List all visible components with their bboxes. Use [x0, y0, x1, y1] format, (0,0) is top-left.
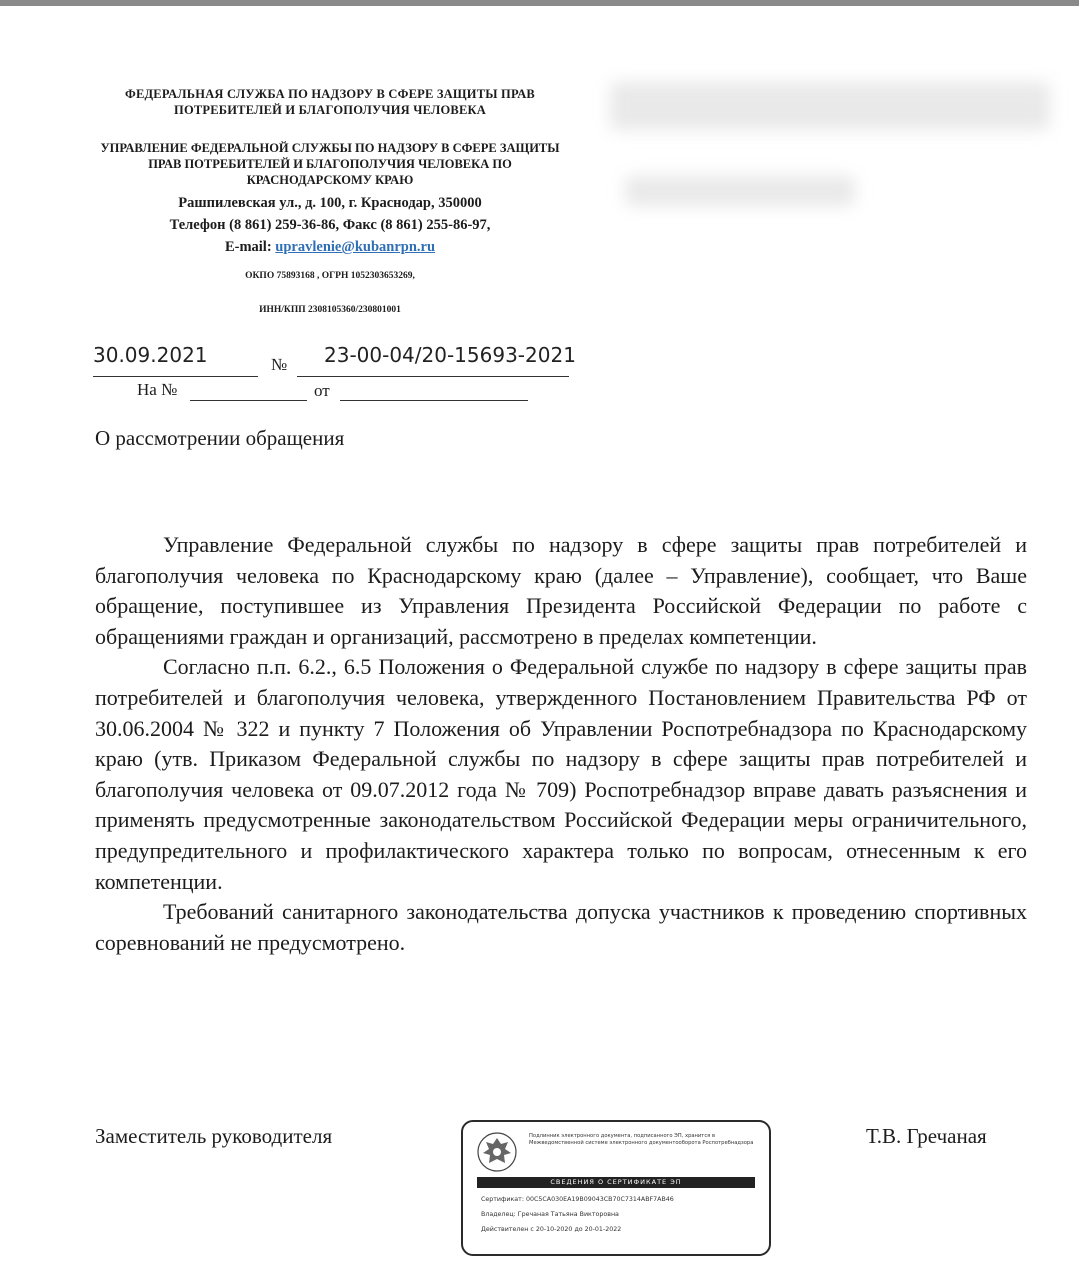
letter-body [95, 530, 1027, 958]
coat-of-arms-icon [475, 1130, 519, 1174]
address: Рашпилевская ул., д. 100, г. Краснодар, 350000 [178, 195, 482, 211]
body-paragraph: Согласно п.п. 6.2., 6.5 Положения о Федеральной службе по надзору в сфере защиты прав потребителей и благополучия человека, утвержденного Постановлением Правительства РФ от 30.06.2004 № 322 и пункту 7 Положения об Управлении Роспотребнадзора по Краснодарскому краю (утв. Приказом Федеральной службы по надзору в сфере защиты прав потребителей и благополучия человека от 09.07.2012 года № 709) Роспотребнадзор вправе давать разъяснения и применять предусмотренные законодательством Российской Федерации меры ограничительного, предупредительного и профилактического характера только по вопросам, отнесенным к его компетенции. [95, 654, 1027, 894]
document-number: 23-00-04/20-15693-2021 [324, 343, 576, 367]
e-signature-stamp [461, 1120, 771, 1256]
ref-number-underline [190, 400, 307, 401]
stamp-header: СВЕДЕНИЯ О СЕРТИФИКАТЕ ЭП [477, 1177, 755, 1188]
okpo-ogrn: ОКПО 75893168 , ОГРН 1052303653269, [245, 271, 415, 281]
agency-title: ФЕДЕРАЛЬНАЯ СЛУЖБА ПО НАДЗОРУ В СФЕРЕ ЗАЩИТЫ ПРАВ ПОТРЕБИТЕЛЕЙ И БЛАГОПОЛУЧИЯ ЧЕЛОВЕКА [125, 87, 535, 117]
body-paragraph: Требований санитарного законодательства допуска участников к проведению спортивных соревнований не предусмотрено. [95, 899, 1027, 955]
top-border [0, 0, 1079, 6]
signer-position: Заместитель руководителя [95, 1124, 333, 1148]
number-underline [297, 376, 569, 377]
email-line [95, 236, 565, 258]
redacted-addressee-line [625, 176, 855, 206]
contact-block [95, 192, 565, 258]
certificate-id: Сертификат: 00C5CA030EA19B09043CB70C7314ABF7AB46 [481, 1196, 674, 1203]
certificate-owner: Владелец: Гречаная Татьяна Викторовна [481, 1211, 619, 1218]
redacted-addressee [610, 82, 1050, 130]
inn-kpp: ИНН/КПП 2308105360/230801001 [259, 305, 401, 315]
ref-date-label: от [314, 381, 330, 400]
ref-date-underline [340, 400, 528, 401]
email-label: E-mail: [224, 239, 272, 255]
date-underline [93, 376, 258, 377]
stamp-caption: Подлинник электронного документа, подписанного ЭП, хранится в Межведомственной системе электронного документооборота Роспотребнадзора [529, 1133, 754, 1146]
certificate-validity: Действителен с 20-10-2020 до 20-01-2022 [481, 1226, 622, 1233]
document-date: 30.09.2021 [93, 343, 208, 367]
phone-fax: Телефон (8 861) 259-36-86, Факс (8 861) 255-86-97, [169, 217, 491, 233]
body-paragraph: Управление Федеральной службы по надзору в сфере защиты прав потребителей и благополучия человека по Краснодарскому краю (далее – Управление), сообщает, что Ваше обращение, поступившее из Управления Президента Российской Федерации по работе с обращениями граждан и организаций, рассмотрено в пределах компетенции. [95, 532, 1027, 649]
signer-name: Т.В. Гречаная [866, 1124, 987, 1148]
number-label: № [271, 355, 288, 374]
department-title: УПРАВЛЕНИЕ ФЕДЕРАЛЬНОЙ СЛУЖБЫ ПО НАДЗОРУ В СФЕРЕ ЗАЩИТЫ ПРАВ ПОТРЕБИТЕЛЕЙ И БЛАГОПОЛУЧИЯ ЧЕЛОВЕКА ПО КРАСНОДАРСКОМУ КРАЮ [100, 141, 560, 187]
letter-subject: О рассмотрении обращения [95, 426, 345, 450]
ref-number-label: На № [137, 380, 178, 399]
letterhead [95, 86, 565, 316]
email-link[interactable]: upravlenie@kubanrpn.ru [275, 239, 436, 255]
